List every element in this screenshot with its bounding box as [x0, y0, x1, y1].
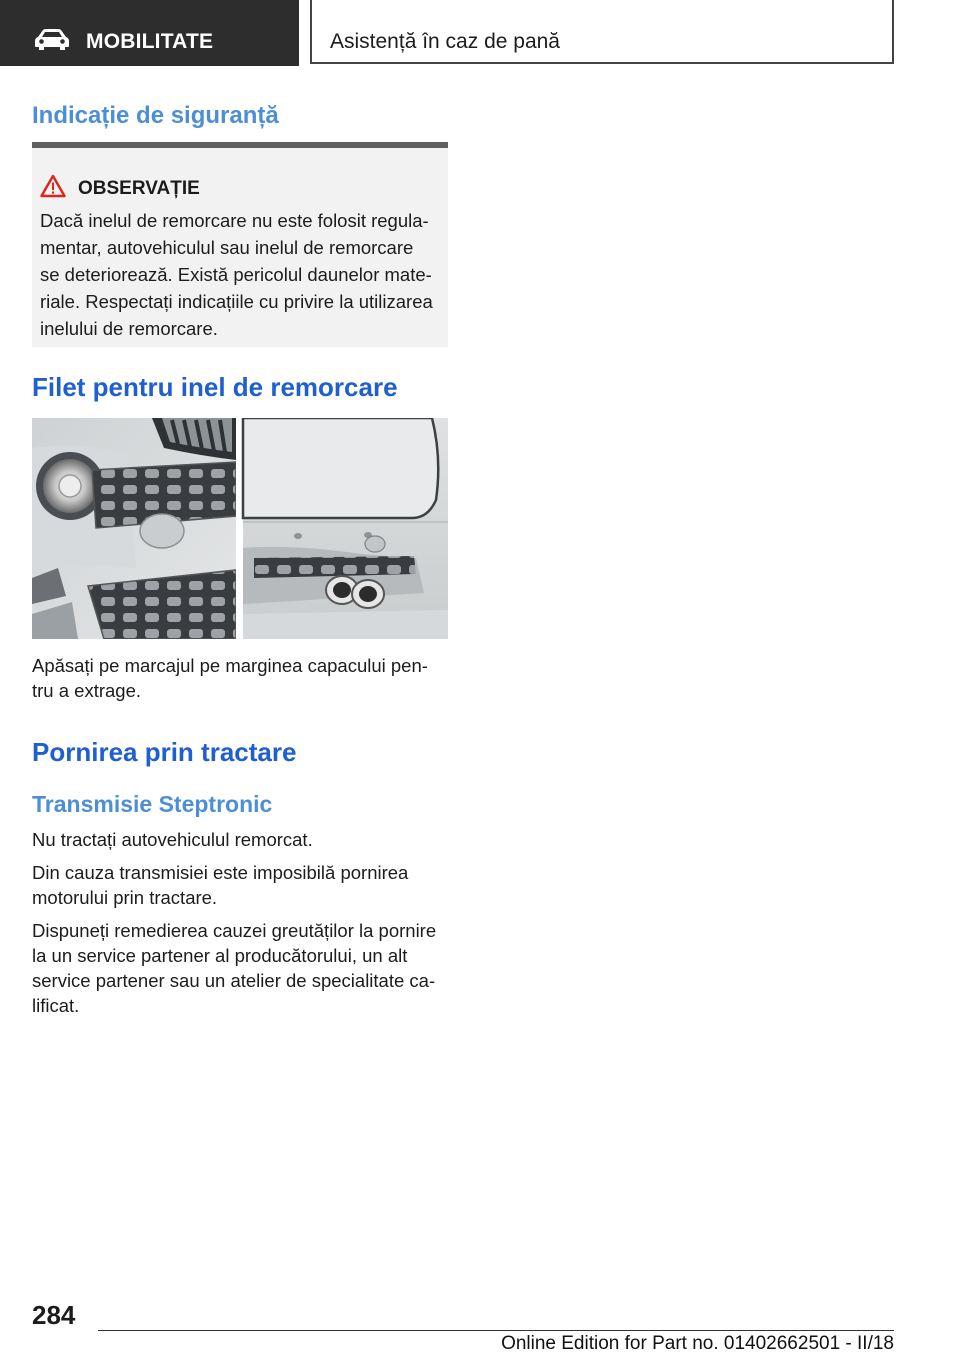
- note-line: inelului de remorcare.: [40, 318, 218, 339]
- footer-divider: [98, 1330, 894, 1331]
- note-text: [40, 207, 442, 342]
- towing-eye-thread-illustration: [32, 418, 448, 639]
- note-line: Dacă inelul de remorcare nu este folosit regula-: [40, 210, 429, 231]
- tow-start-heading: Pornirea prin tractare: [32, 737, 297, 767]
- paragraph-line: service partener sau un atelier de specialitate ca-: [32, 970, 436, 991]
- paragraph-no-towing: Nu tractați autovehiculul remorcat.: [32, 829, 313, 850]
- paragraph-line: la un service partener al producătorului, un alt: [32, 945, 408, 966]
- note-line: mentar, autovehiculul sau inelul de remorcare: [40, 237, 414, 258]
- page-number: 284: [32, 1300, 76, 1330]
- paragraph-line: lificat.: [32, 995, 80, 1016]
- warning-triangle-icon: [40, 174, 66, 198]
- caption-line: Apăsați pe marcajul pe marginea capacului pen-: [32, 655, 428, 676]
- warning-note: [32, 142, 448, 347]
- paragraph-line: Din cauza transmisiei este imposibilă pornirea: [32, 862, 409, 883]
- car-icon: [34, 27, 70, 51]
- chapter-label: MOBILITATE: [86, 30, 214, 53]
- page-header: [0, 0, 960, 66]
- paragraph-line: motorului prin tractare.: [32, 887, 218, 908]
- chapter-tab[interactable]: [0, 0, 299, 66]
- section-title: Asistență în caz de pană: [330, 30, 560, 53]
- steptronic-subheading: Transmisie Steptronic: [32, 791, 273, 817]
- note-line: riale. Respectați indicațiile cu privire la utilizarea: [40, 291, 433, 312]
- paragraph-line: Dispuneți remedierea cauzei greutăților la pornire: [32, 920, 437, 941]
- paragraph-service: [32, 918, 450, 1018]
- note-line: se deteriorează. Există pericolul daunelor mate-: [40, 264, 432, 285]
- caption-line: tru a extrage.: [32, 680, 142, 701]
- thread-caption: [32, 653, 450, 703]
- paragraph-transmission: [32, 860, 450, 910]
- edition-footer: Online Edition for Part no. 01402662501 - II/18: [501, 1333, 894, 1354]
- note-title: OBSERVAȚIE: [78, 178, 200, 199]
- thread-heading: Filet pentru inel de remorcare: [32, 372, 398, 402]
- safety-heading: Indicație de siguranță: [32, 102, 279, 129]
